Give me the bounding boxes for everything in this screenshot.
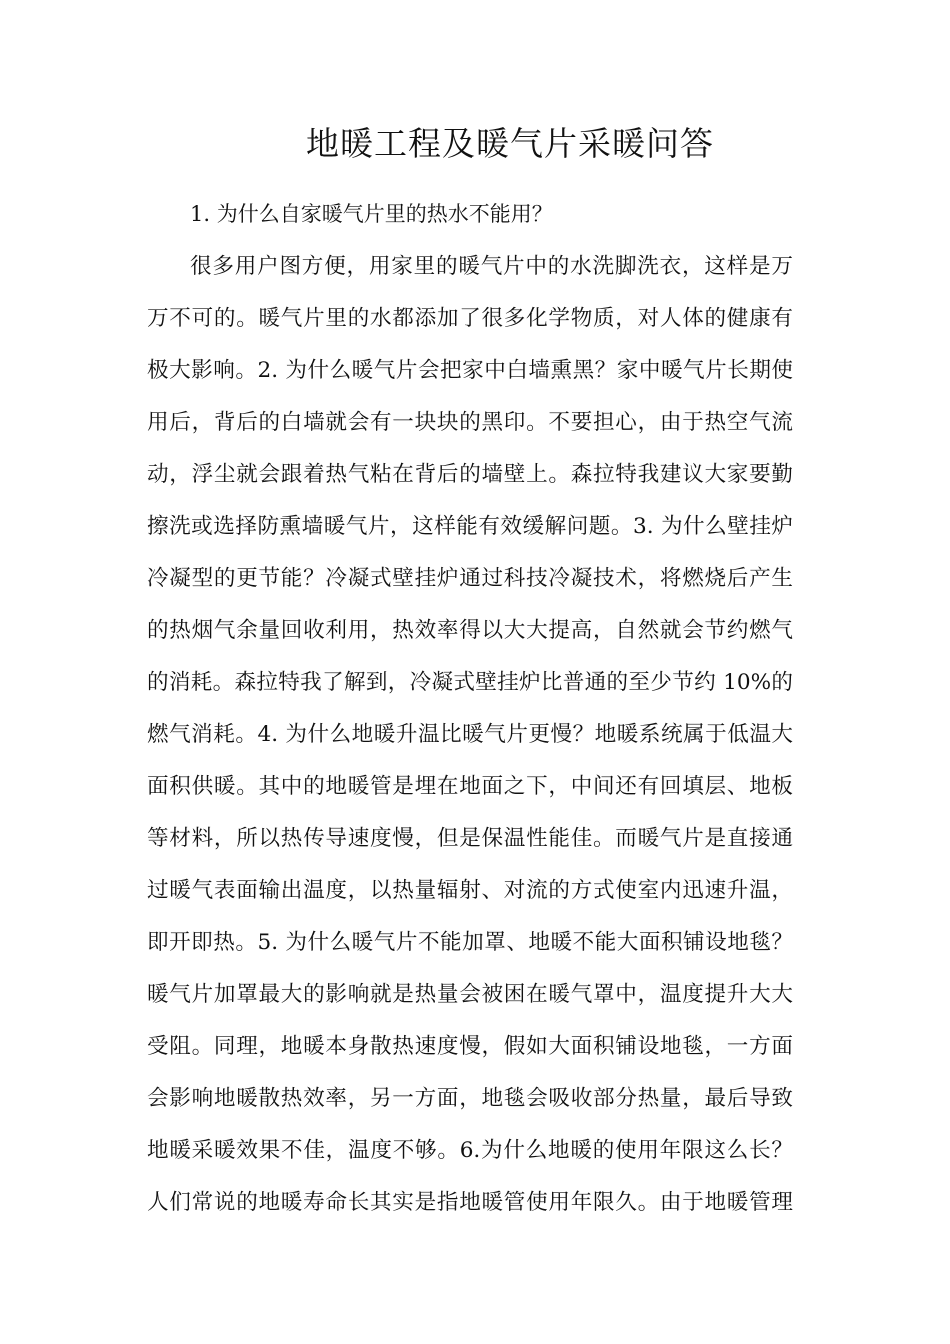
document-title: 地暖工程及暖气片采暖问答 [306, 124, 714, 163]
body-line: 万不可的。暖气片里的水都添加了很多化学物质，对人体的健康有 [147, 306, 793, 331]
body-text [147, 248, 807, 1236]
body-line: 面积供暖。其中的地暖管是埋在地面之下，中间还有回填层、地板 [147, 774, 793, 799]
body-line: 擦洗或选择防熏墙暖气片，这样能有效缓解问题。3. 为什么壁挂炉 [147, 514, 793, 539]
body-line: 等材料，所以热传导速度慢，但是保温性能佳。而暖气片是直接通 [147, 826, 793, 851]
body-line: 的消耗。森拉特我了解到，冷凝式壁挂炉比普通的至少节约 10%的 [147, 670, 793, 695]
body-line: 极大影响。2. 为什么暖气片会把家中白墙熏黑？家中暖气片长期使 [147, 358, 793, 383]
body-line: 地暖采暖效果不佳，温度不够。6.为什么地暖的使用年限这么长？ [147, 1138, 793, 1163]
body-line: 用后，背后的白墙就会有一块块的黑印。不要担心，由于热空气流 [147, 410, 793, 435]
body-line: 很多用户图方便，用家里的暖气片中的水洗脚洗衣，这样是万 [190, 254, 793, 279]
question-1: 1. 为什么自家暖气片里的热水不能用？ [190, 202, 553, 226]
body-line: 暖气片加罩最大的影响就是热量会被困在暖气罩中，温度提升大大 [147, 982, 793, 1007]
body-line: 燃气消耗。4. 为什么地暖升温比暖气片更慢？地暖系统属于低温大 [147, 722, 793, 747]
body-line: 受阻。同理，地暖本身散热速度慢，假如大面积铺设地毯，一方面 [147, 1034, 793, 1059]
body-line: 会影响地暖散热效率，另一方面，地毯会吸收部分热量，最后导致 [147, 1086, 793, 1111]
body-line: 的热烟气余量回收利用，热效率得以大大提高，自然就会节约燃气 [147, 618, 793, 643]
body-line: 过暖气表面输出温度，以热量辐射、对流的方式使室内迅速升温， [147, 878, 793, 903]
body-line: 人们常说的地暖寿命长其实是指地暖管使用年限久。由于地暖管理 [147, 1190, 793, 1215]
body-line: 冷凝型的更节能？冷凝式壁挂炉通过科技冷凝技术，将燃烧后产生 [147, 566, 793, 591]
body-line: 动，浮尘就会跟着热气粘在背后的墙壁上。森拉特我建议大家要勤 [147, 462, 793, 487]
body-line: 即开即热。5. 为什么暖气片不能加罩、地暖不能大面积铺设地毯？ [147, 930, 793, 955]
